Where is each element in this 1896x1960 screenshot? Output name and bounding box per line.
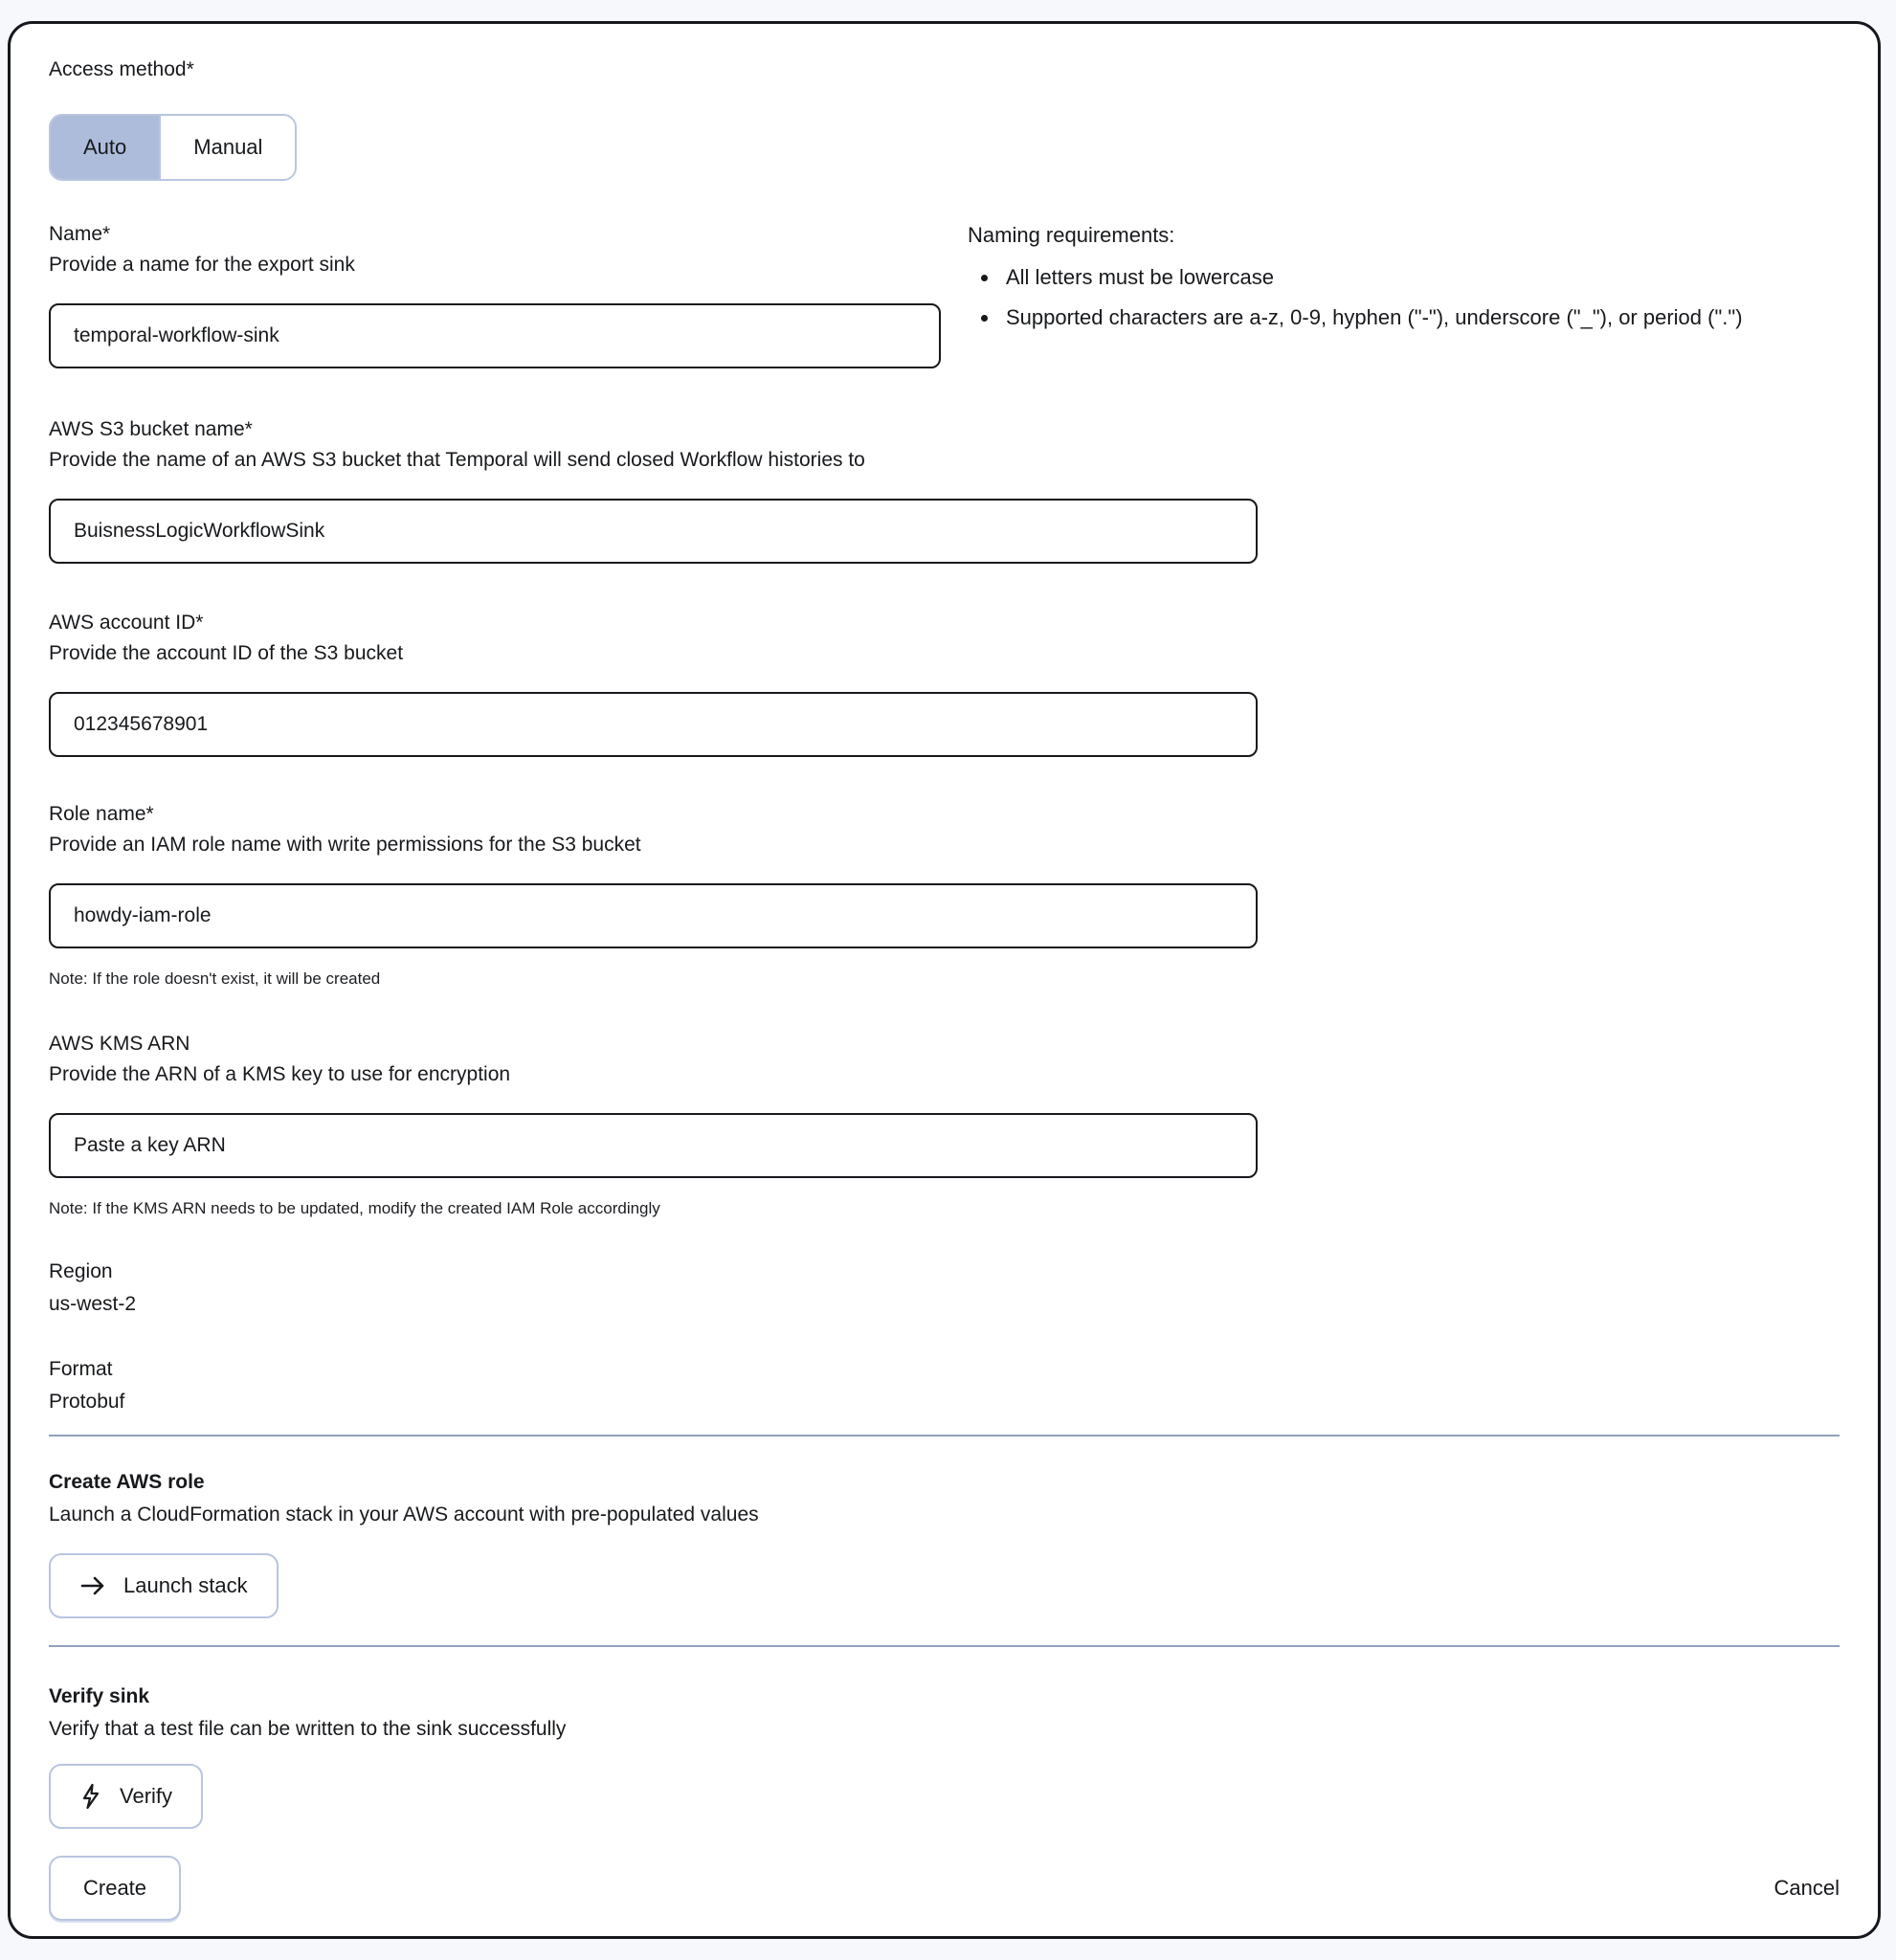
name-field-group — [49, 221, 941, 368]
region-value: us-west-2 — [49, 1293, 137, 1315]
create-aws-role-description: Launch a CloudFormation stack in your AWS account with pre-populated values — [49, 1503, 759, 1526]
cancel-button[interactable]: Cancel — [1773, 1876, 1840, 1900]
access-method-toggle — [49, 114, 297, 181]
role-name-description: Provide an IAM role name with write permissions for the S3 bucket — [49, 834, 641, 856]
create-aws-role-section — [49, 1469, 1840, 1618]
account-id-field-group — [49, 610, 1258, 757]
naming-requirement-item: • Supported characters are a-z, 0-9, hyphen ("-"), underscore ("_"), or period (".") — [1000, 303, 1840, 332]
role-name-field-group — [49, 801, 1258, 991]
region-block — [49, 1258, 1840, 1318]
verify-sink-section — [49, 1683, 1840, 1829]
format-label: Format — [49, 1358, 113, 1380]
bucket-label: AWS S3 bucket name* — [49, 418, 253, 440]
name-input[interactable] — [49, 303, 941, 368]
divider — [49, 1435, 1840, 1437]
role-name-input[interactable] — [49, 883, 1258, 948]
create-button[interactable]: Create — [49, 1856, 181, 1921]
format-value: Protobuf — [49, 1391, 125, 1413]
format-block — [49, 1356, 1840, 1415]
verify-sink-description: Verify that a test file can be written to the sink successfully — [49, 1718, 567, 1740]
kms-arn-field-group — [49, 1031, 1258, 1220]
bucket-field-group — [49, 416, 1258, 564]
create-aws-role-title: Create AWS role — [49, 1471, 205, 1493]
lightning-icon — [79, 1783, 102, 1810]
bucket-input[interactable] — [49, 499, 1258, 564]
naming-requirement-item: • All letters must be lowercase — [1000, 263, 1840, 292]
region-label: Region — [49, 1260, 113, 1282]
role-name-note: Note: If the role doesn't exist, it will be created — [49, 969, 381, 988]
kms-arn-input[interactable] — [49, 1113, 1258, 1178]
name-label: Name* — [49, 223, 111, 245]
account-id-description: Provide the account ID of the S3 bucket — [49, 642, 404, 664]
arrow-right-icon — [79, 1574, 106, 1597]
form-actions — [49, 1856, 1840, 1921]
kms-arn-note: Note: If the KMS ARN needs to be updated, modify the created IAM Role accordingly — [49, 1199, 660, 1217]
naming-requirements — [968, 221, 1840, 368]
export-sink-form-card — [8, 21, 1881, 1939]
role-name-label: Role name* — [49, 803, 154, 825]
verify-sink-title: Verify sink — [49, 1685, 150, 1707]
name-description: Provide a name for the export sink — [49, 254, 355, 276]
access-method-label: Access method* — [49, 58, 194, 80]
verify-button-label: Verify — [120, 1784, 173, 1808]
naming-requirements-list — [968, 263, 1840, 332]
kms-arn-label: AWS KMS ARN — [49, 1033, 190, 1055]
naming-requirements-title: Naming requirements: — [968, 223, 1175, 247]
launch-stack-button[interactable] — [49, 1553, 279, 1618]
name-and-requirements-row — [49, 221, 1840, 368]
divider — [49, 1645, 1840, 1647]
account-id-input[interactable] — [49, 692, 1258, 757]
kms-arn-description: Provide the ARN of a KMS key to use for encryption — [49, 1063, 511, 1085]
access-method-option-manual[interactable]: Manual — [159, 116, 295, 179]
account-id-label: AWS account ID* — [49, 612, 204, 634]
bucket-description: Provide the name of an AWS S3 bucket that Temporal will send closed Workflow histories to — [49, 449, 865, 471]
launch-stack-button-label: Launch stack — [123, 1573, 248, 1597]
verify-button[interactable] — [49, 1764, 203, 1829]
access-method-option-auto[interactable]: Auto — [51, 116, 159, 179]
